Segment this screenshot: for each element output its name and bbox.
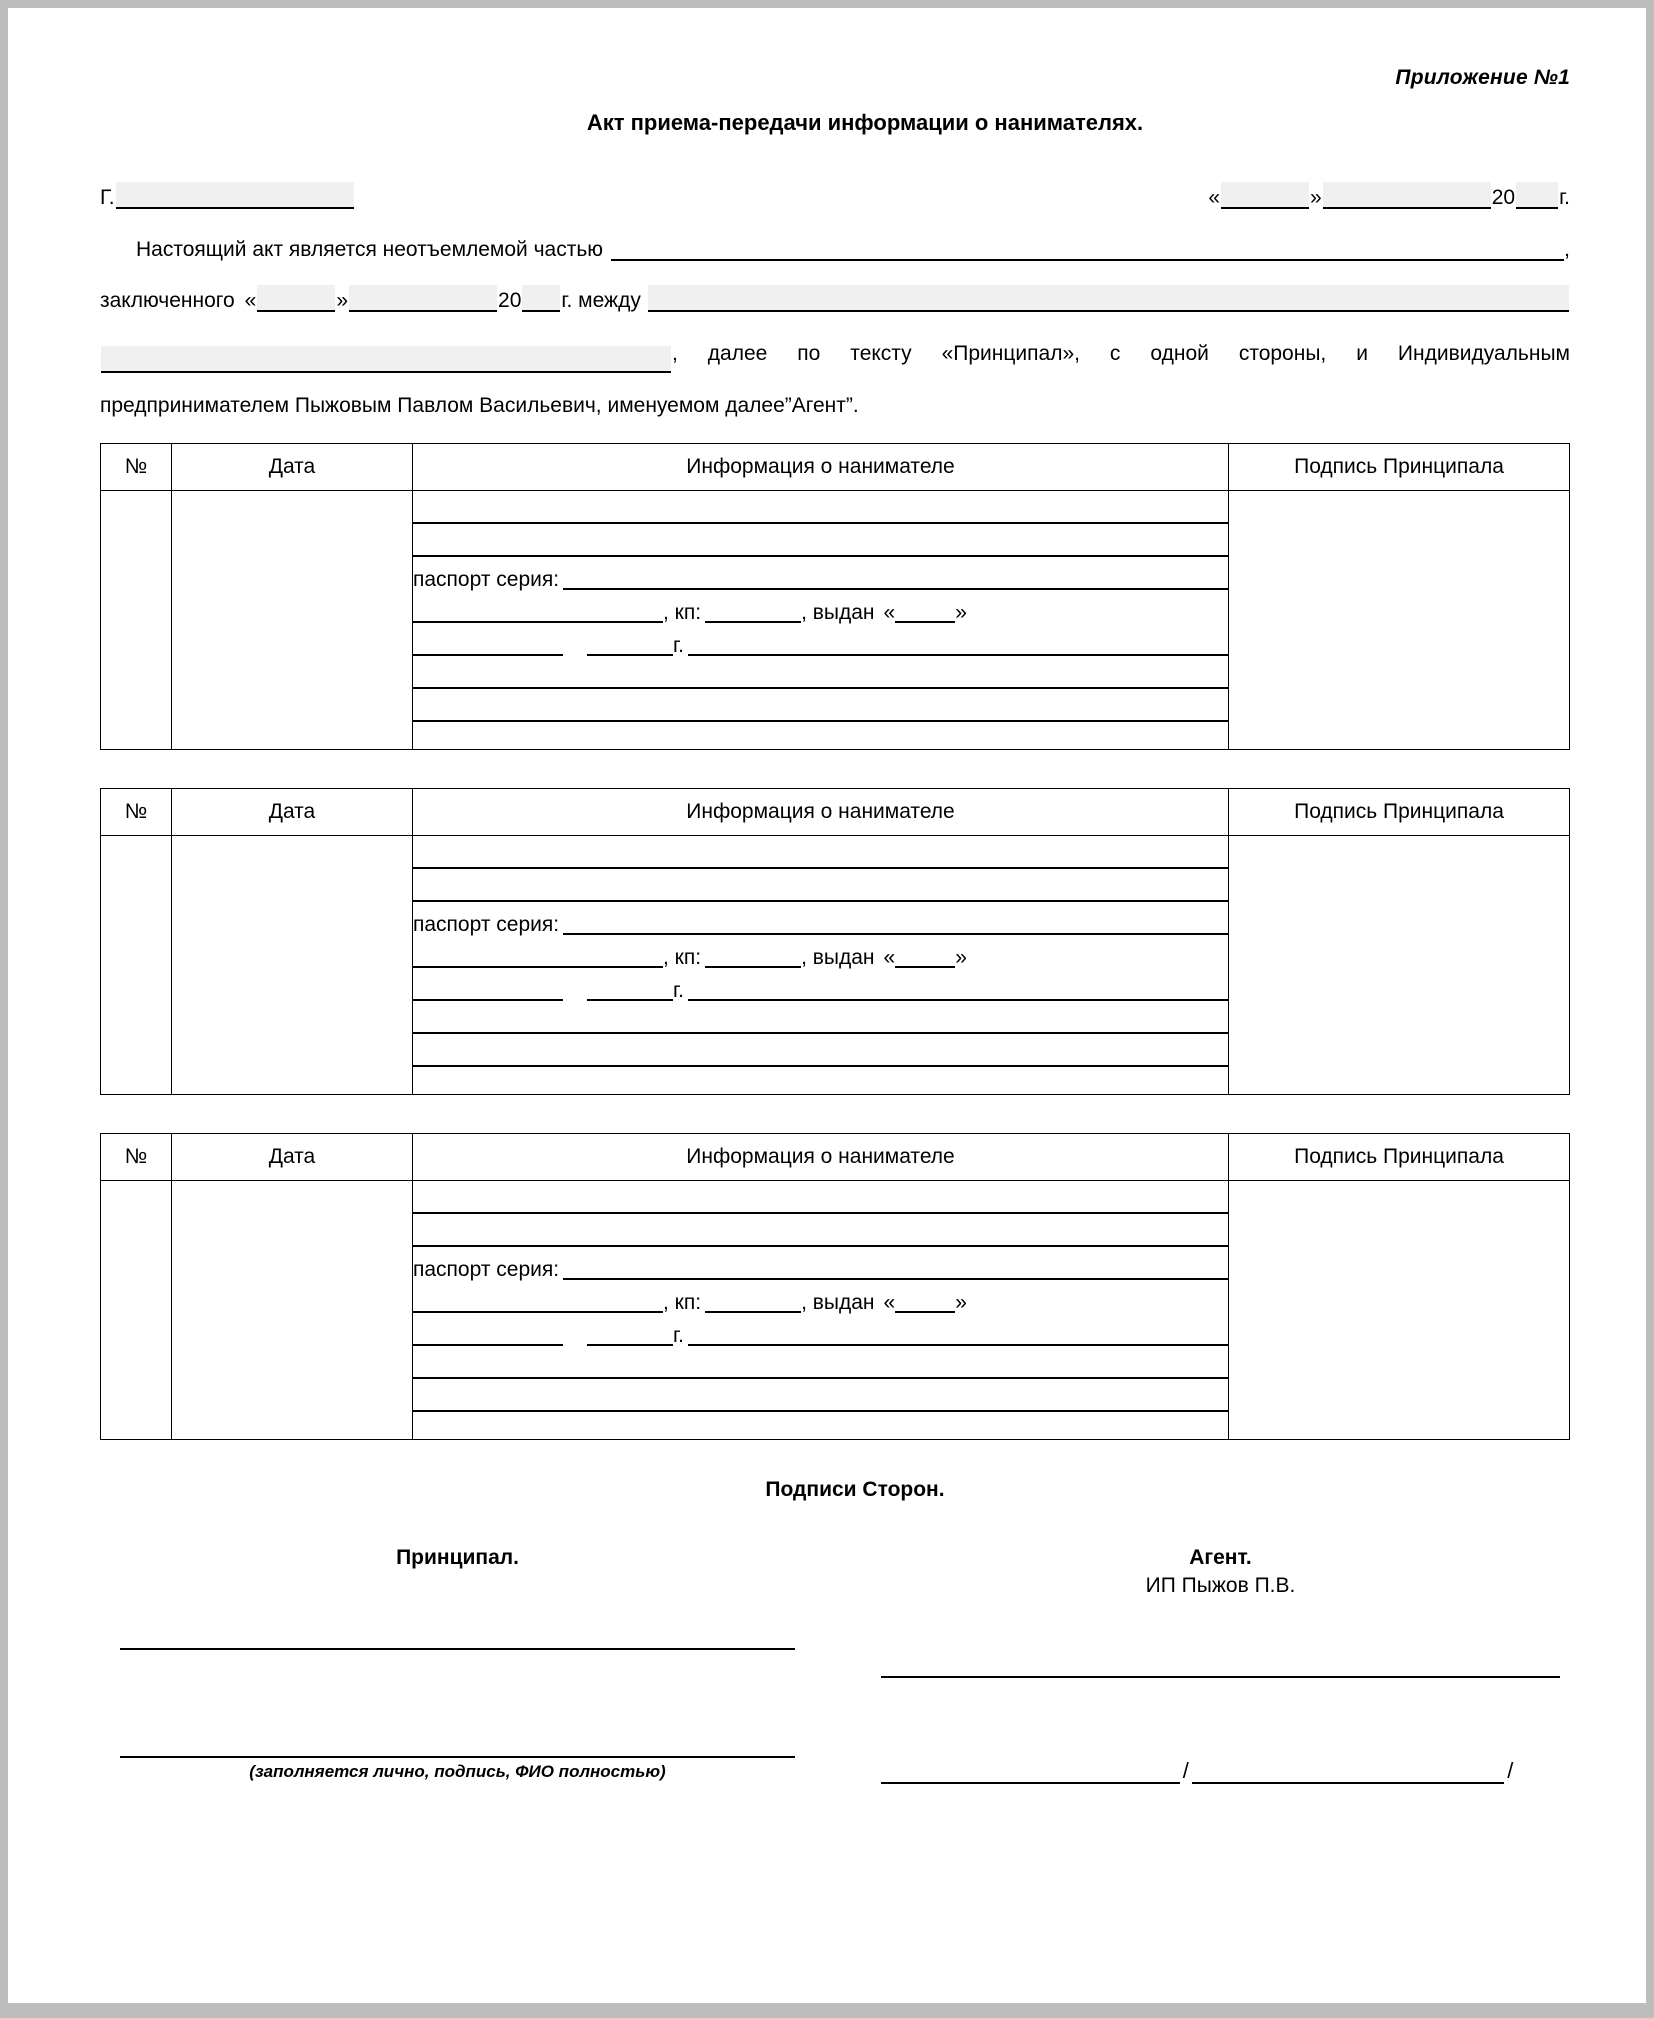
conclusion-year-input[interactable] [522,285,560,312]
issue-day-input[interactable] [895,1291,955,1313]
issue-year-input[interactable] [587,1324,673,1346]
address-input-1[interactable] [413,1357,1228,1379]
principal-definition-paragraph [100,336,1570,373]
passport-number-input[interactable] [413,601,663,623]
cell-number[interactable] [101,490,172,749]
passport-series-input[interactable] [563,568,1228,590]
column-header-signature: Подпись Принципала [1229,1133,1570,1180]
quote-open-issue: « [883,1290,896,1314]
day-input[interactable] [1221,182,1309,209]
passport-series-label: паспорт серия: [413,567,560,591]
table-header-row [101,788,1570,835]
principal-signature-line-2[interactable] [120,1702,795,1758]
cell-signature[interactable] [1229,490,1570,749]
agent-signature-line-1[interactable] [881,1622,1560,1678]
quote-close-2: » [336,289,349,312]
passport-number-input[interactable] [413,1291,663,1313]
info-lines-group [413,491,1228,722]
date-group [1208,182,1570,209]
passport-kp-line [413,590,1228,623]
column-header-number: № [101,1133,172,1180]
info-lines-group [413,836,1228,1067]
cell-info[interactable] [413,835,1229,1094]
agent-signature-column [835,1546,1570,1784]
agent-heading: Агент. [1189,1545,1252,1569]
address-input-1[interactable] [413,667,1228,689]
cell-date[interactable] [172,1180,413,1439]
sentence-3-text: , далее по тексту «Принципал», с одной стороны, и Индивидуальным [672,342,1570,366]
info-blank-line-2 [413,524,1228,557]
column-header-info: Информация о нанимателе [413,788,1229,835]
page-inner [8,8,1646,2003]
issued-label: , выдан [801,1290,875,1314]
table-header-row [101,1133,1570,1180]
quote-open-issue: « [883,945,896,969]
principal-signature-note: (заполняется лично, подпись, ФИО полностью) [249,1761,666,1781]
info-blank-line-2 [413,1214,1228,1247]
agent-name: ИП Пыжов П.В. [1145,1573,1296,1597]
issue-month-input[interactable] [413,979,563,1001]
appendix-label: Приложение №1 [1395,66,1570,89]
tenant-info-table-3 [100,1133,1570,1440]
sentence-1-text: Настоящий акт является неотъемлемой частью [136,238,604,261]
info-blank-line-2 [413,869,1228,902]
passport-kp-line [413,1280,1228,1313]
month-input[interactable] [1323,182,1491,209]
column-header-number: № [101,443,172,490]
signatures-block [100,1546,1570,1784]
between-text: г. между [561,289,641,312]
column-header-number: № [101,788,172,835]
kp-input[interactable] [705,1291,801,1313]
address-input-2[interactable] [413,1045,1228,1067]
tenant-name-input-2[interactable] [413,1225,1228,1247]
principal-name-input-2[interactable] [101,346,671,373]
agent-separator-1: / [1182,1757,1189,1783]
city-label: Г. [100,185,115,209]
issued-label: , выдан [801,600,875,624]
passport-kp-line [413,935,1228,968]
cell-info[interactable] [413,490,1229,749]
conclusion-month-input[interactable] [349,285,497,312]
quote-open-issue: « [883,600,896,624]
kp-label: , кп: [663,600,702,624]
passport-issue-date-line [413,968,1228,1001]
table-row [101,490,1570,749]
cell-info[interactable] [413,1180,1229,1439]
cell-number[interactable] [101,835,172,1094]
principal-signature-line-1[interactable] [120,1594,795,1650]
agent-signature-input[interactable] [881,1730,1180,1784]
year-suffix-1: г. [1559,185,1570,209]
tenant-name-input-2[interactable] [413,880,1228,902]
info-blank-line-1 [413,836,1228,869]
column-header-info: Информация о нанимателе [413,1133,1229,1180]
kp-label: , кп: [663,945,702,969]
issue-day-input[interactable] [895,946,955,968]
column-header-date: Дата [172,788,413,835]
year-mark-3: г. [673,1323,684,1347]
tenant-name-input-1[interactable] [413,502,1228,524]
passport-series-input[interactable] [563,913,1228,935]
quote-close-issue: » [955,1290,967,1314]
sentence-2-text: заключенного [100,289,235,312]
passport-issue-date-line [413,1313,1228,1346]
tenant-name-input-1[interactable] [413,847,1228,869]
agent-signature-line-2 [881,1730,1560,1784]
info-blank-line-3 [413,1001,1228,1034]
agent-definition-row [100,395,1570,417]
info-blank-line-4 [413,689,1228,722]
table-row [101,1180,1570,1439]
address-input-2[interactable] [413,700,1228,722]
kp-input[interactable] [705,946,801,968]
info-blank-line-1 [413,491,1228,524]
signatures-title: Подписи Сторон. [765,1477,945,1501]
issue-month-input[interactable] [413,1324,563,1346]
address-input-1[interactable] [413,1012,1228,1034]
passport-series-line [413,557,1228,590]
principal-definition-row [100,336,1570,373]
city-date-row [100,182,1570,209]
cell-number[interactable] [101,1180,172,1439]
principal-name-input-1[interactable] [648,285,1569,312]
issue-year-input[interactable] [587,634,673,656]
issuing-authority-input[interactable] [688,634,1228,656]
quote-close-issue: » [955,600,967,624]
cell-signature[interactable] [1229,1180,1570,1439]
cell-signature[interactable] [1229,835,1570,1094]
tenant-info-table-2 [100,788,1570,1095]
quote-close-issue: » [955,945,967,969]
address-input-2[interactable] [413,1390,1228,1412]
passport-series-line [413,1247,1228,1280]
conclusion-date-row [100,285,1570,312]
agent-separator-2: / [1507,1757,1514,1783]
city-input[interactable] [116,182,354,209]
quote-open-2: « [244,289,257,312]
conclusion-day-input[interactable] [257,285,335,312]
table-row [101,835,1570,1094]
issue-year-input[interactable] [587,979,673,1001]
passport-number-input[interactable] [413,946,663,968]
tenant-info-table-1 [100,443,1570,750]
city-group [100,182,355,209]
contract-name-input[interactable] [611,239,1564,261]
issue-day-input[interactable] [895,601,955,623]
kp-input[interactable] [705,601,801,623]
column-header-info: Информация о нанимателе [413,443,1229,490]
passport-series-input[interactable] [563,1258,1228,1280]
principal-heading: Принципал. [396,1545,519,1569]
agent-name-input[interactable] [1192,1730,1504,1784]
year-mark-1: г. [673,633,684,657]
comma-1: , [1564,238,1570,261]
column-header-date: Дата [172,443,413,490]
issued-label: , выдан [801,945,875,969]
year-prefix-2: 20 [498,289,522,312]
cell-date[interactable] [172,490,413,749]
cell-date[interactable] [172,835,413,1094]
passport-issue-date-line [413,623,1228,656]
table-header-row [101,443,1570,490]
page-title: Акт приема-передачи информации о нанимателях. [586,110,1144,135]
issue-month-input[interactable] [413,634,563,656]
issuing-authority-input[interactable] [688,979,1228,1001]
year-prefix-1: 20 [1491,185,1516,209]
info-blank-line-3 [413,656,1228,689]
column-header-date: Дата [172,1133,413,1180]
passport-series-label: паспорт серия: [413,1257,560,1281]
intro-block [100,182,1570,417]
info-lines-group [413,1181,1228,1412]
tenant-name-input-1[interactable] [413,1192,1228,1214]
column-header-signature: Подпись Принципала [1229,443,1570,490]
passport-series-line [413,902,1228,935]
quote-open-1: « [1208,185,1221,209]
sentence-4-text: предпринимателем Пыжовым Павлом Васильевич, именуемом далее”Агент”. [100,393,859,417]
column-header-signature: Подпись Принципала [1229,788,1570,835]
info-blank-line-3 [413,1346,1228,1379]
document-page [8,8,1646,2003]
year-mark-2: г. [673,978,684,1002]
info-blank-line-1 [413,1181,1228,1214]
year-input[interactable] [1516,182,1558,209]
principal-signature-column [100,1546,835,1784]
issuing-authority-input[interactable] [688,1324,1228,1346]
contract-reference-row [100,239,1570,261]
kp-label: , кп: [663,1290,702,1314]
info-blank-line-4 [413,1034,1228,1067]
passport-series-label: паспорт серия: [413,912,560,936]
quote-close-1: » [1310,185,1322,209]
info-blank-line-4 [413,1379,1228,1412]
tenant-name-input-2[interactable] [413,535,1228,557]
